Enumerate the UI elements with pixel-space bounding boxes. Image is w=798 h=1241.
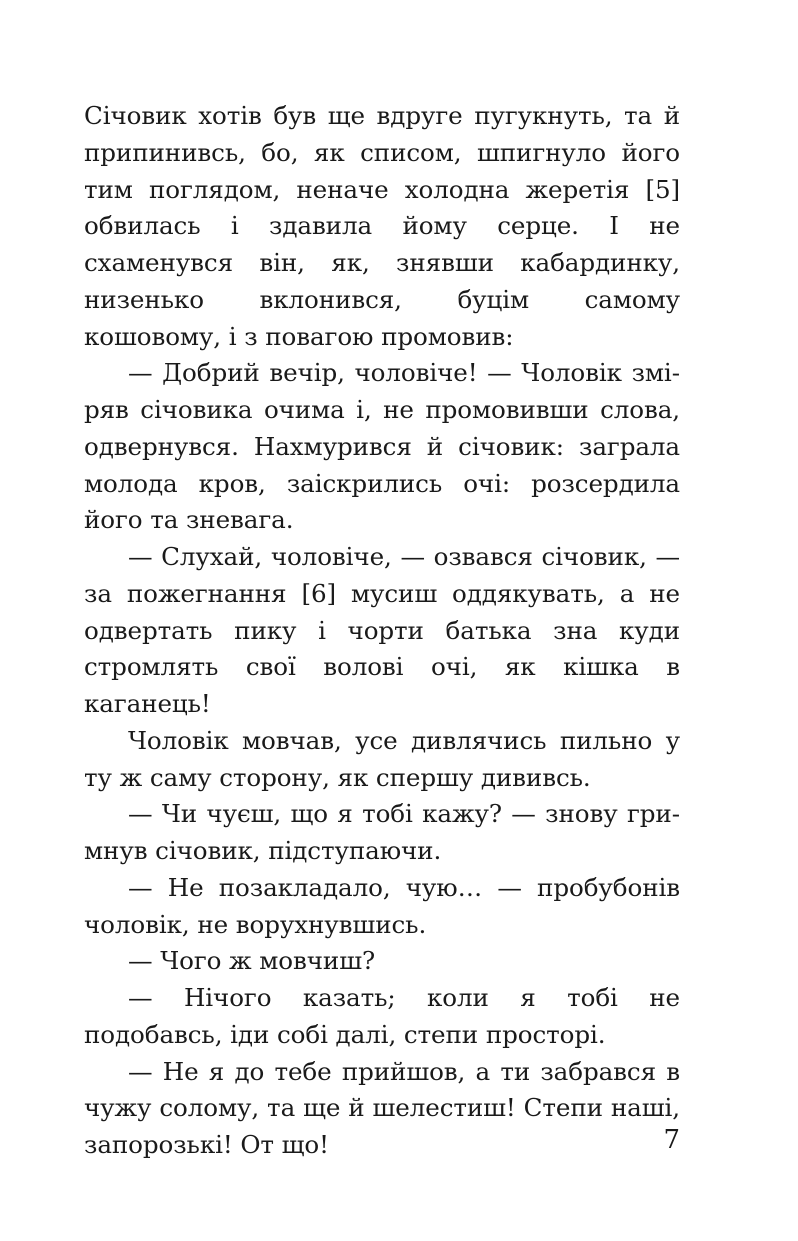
page-text	[84, 98, 680, 1164]
paragraph-1: Січовик хотів був ще вдруге пугукнуть, та й припинивсь, бо, як списом, шпигнуло його тим поглядом, неначе холодна жеретія [5] обвилась і здавила йому серце. І не схаменувся він, як, знявши кабардинку, низенько вклонився, буцім самому кошовому, і з повагою промовив:	[84, 101, 680, 351]
paragraph-7: — Чого ж мовчиш?	[128, 946, 376, 976]
page-number: 7	[663, 1125, 680, 1155]
paragraph-6: — Не позакладало, чую… — пробубонів чоловік, не ворухнувшись.	[84, 872, 680, 939]
paragraph-2: — Добрий вечір, чоловіче! — Чоловік зміряв січовика очима і, не промовивши слова, одвернувся. Нахмурився й січовик: заграла молода кров, заіскрились очі: розсердила його та зневага.	[84, 358, 680, 535]
paragraph-3: — Слухай, чоловіче, — озвався січовик, — за пожегнання [6] мусиш оддякувать, а не одвертать пику і чорти батька зна куди стромлять свої волові очі, як кішка в каганець!	[84, 542, 680, 718]
paragraph-4: Чоловік мовчав, усе дивлячись пильно у ту ж саму сторону, як спершу дививсь.	[84, 725, 680, 792]
paragraph-5: — Чи чуєш, що я тобі кажу? — знову гримнув січовик, підступаючи.	[84, 799, 680, 865]
paragraph-8: — Нічого казать; коли я тобі не подобавсь, іди собі далі, степи просторі.	[84, 983, 680, 1049]
paragraph-9: — Не я до тебе прийшов, а ти забрався в чужу солому, та ще й шелестиш! Степи наші, запорозькі! От що!	[84, 1056, 680, 1159]
